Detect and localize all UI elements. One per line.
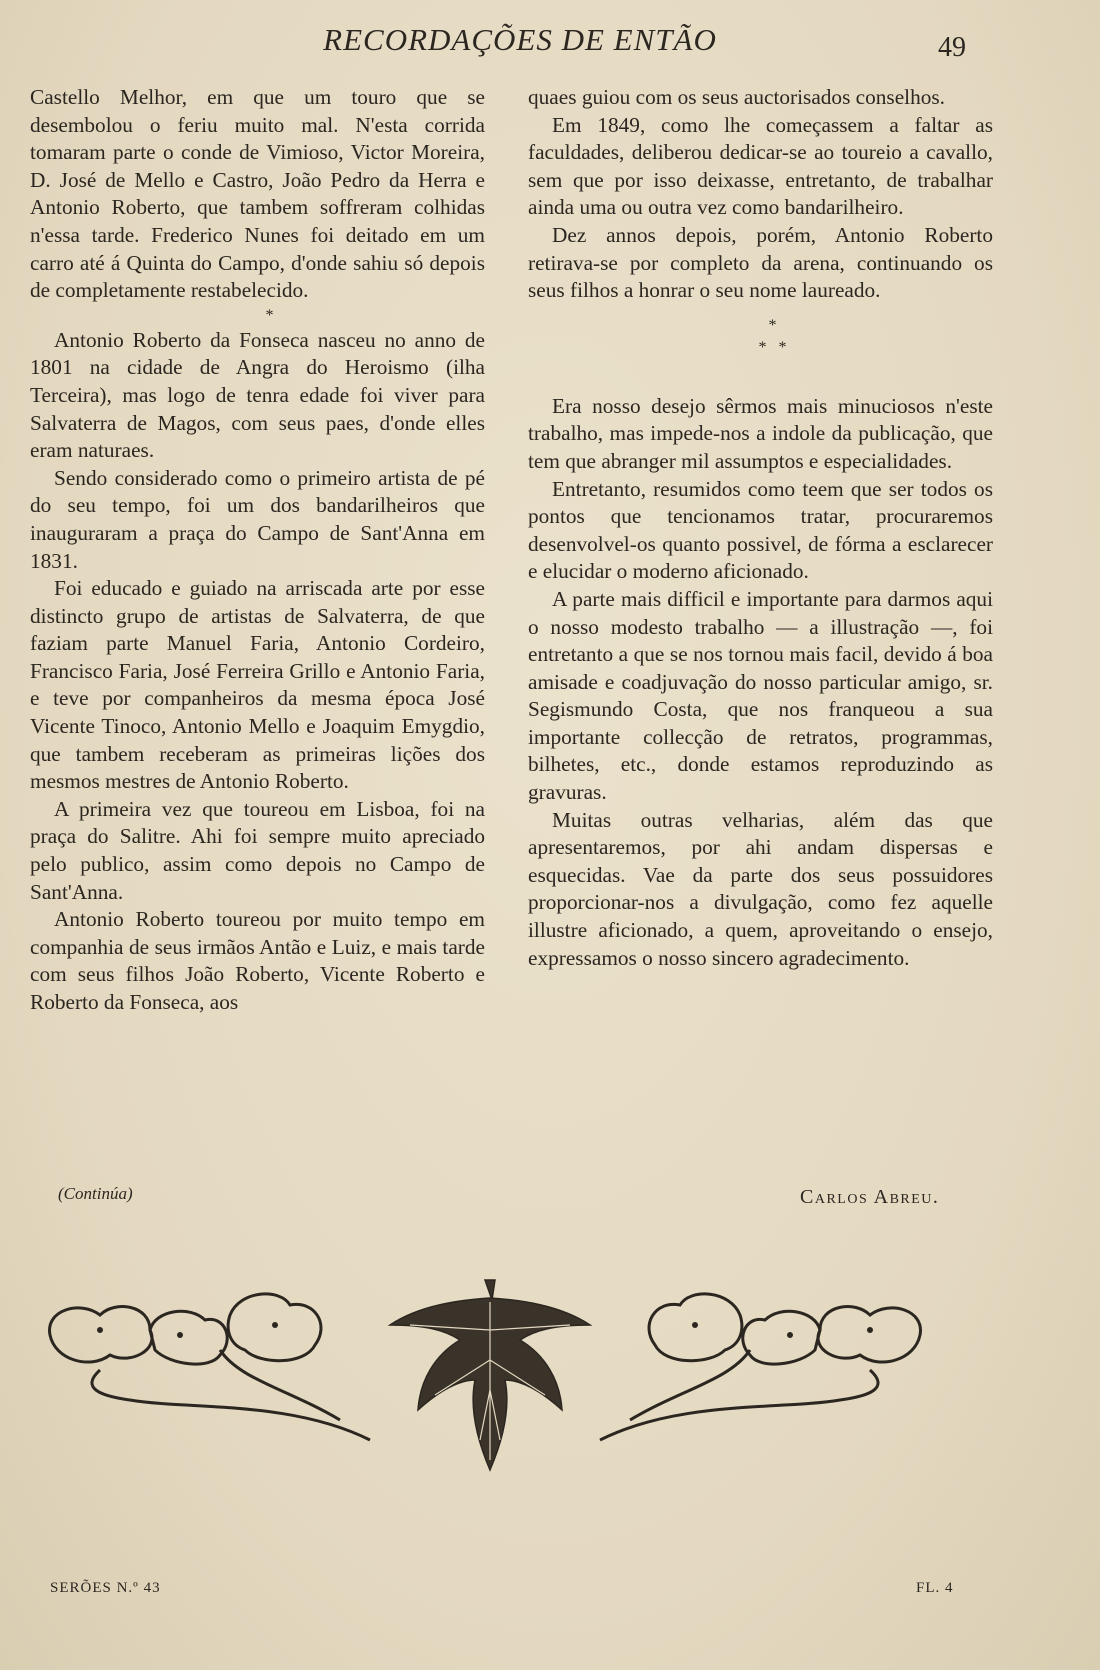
paragraph: quaes guiou com os seus auctorisados conselhos. xyxy=(528,85,945,109)
separator-stars-bottom: * * xyxy=(758,338,787,356)
paragraph: Era nosso desejo sêrmos mais minuciosos n'este trabalho, mas impede-nos a indole da publicação, que tem que abranger mil assumptos e especialidades. xyxy=(528,393,993,473)
separator-star-top: * xyxy=(768,316,777,334)
paragraph: Entretanto, resumidos como teem que ser todos os pontos que tencionamos tratar, procuraremos desenvolvel-os quanto possivel, de fórma a esclarecer e elucidar o moderno aficionado. xyxy=(528,476,993,584)
paragraph: A parte mais difficil e importante para darmos aqui o nosso modesto trabalho — a illustração —, foi entretanto a que se nos tornou mais facil, devido á boa amisade e coadjuvação do nosso particular amigo, sr. Segismundo Costa, que nos franqueou a sua importante collecção de retratos, programmas, bilhetes, etc., donde estamos reproduzindo as gravuras. xyxy=(528,586,993,805)
paragraph: Antonio Roberto da Fonseca nasceu no anno de 1801 na cidade de Angra do Heroismo (ilha Terceira), mas logo de tenra edade foi viver para Salvaterra de Magos, com seus paes, d'onde elles eram naturaes. xyxy=(30,327,485,463)
author-signature: Carlos Abreu. xyxy=(800,1186,940,1208)
page-number: 49 xyxy=(938,32,966,63)
left-column xyxy=(30,84,485,1017)
right-column xyxy=(528,84,993,972)
running-title: RECORDAÇÕES DE ENTÃO xyxy=(323,22,717,57)
floral-ornament-icon xyxy=(40,1270,1000,1480)
section-separator: * xyxy=(265,306,274,324)
continua-note: (Continúa) xyxy=(58,1184,133,1203)
paragraph: A primeira vez que toureou em Lisboa, foi na praça do Salitre. Ahi foi sempre muito apreciado pelo publico, assim como depois no Campo de Sant'Anna. xyxy=(30,796,485,904)
footer-issue: SERÕES N.º 43 xyxy=(50,1580,161,1596)
paragraph: Antonio Roberto toureou por muito tempo em companhia de seus irmãos Antão e Luiz, e mais tarde com seus filhos João Roberto, Vicente Roberto e Roberto da Fonseca, aos xyxy=(30,907,485,1014)
paragraph: Foi educado e guiado na arriscada arte por esse distincto grupo de artistas de Salvaterra, de que faziam parte Manuel Faria, Antonio Cordeiro, Francisco Faria, José Ferreira Grillo e Antonio Faria, e teve por companheiros da mesma época José Vicente Tinoco, Antonio Mello e Joaquim Emygdio, que tambem receberam as primeiras lições dos mesmos mestres de Antonio Roberto. xyxy=(30,576,485,794)
paragraph: Sendo considerado como o primeiro artista de pé do seu tempo, foi um dos bandarilheiros que inauguraram a praça do Campo de Sant'Anna em 1831. xyxy=(30,465,485,573)
paragraph: Em 1849, como lhe começassem a faltar as faculdades, deliberou dedicar-se ao toureio a cavallo, sem que por isso deixasse, entretanto, de trabalhar ainda uma ou outra vez como bandarilheiro. xyxy=(528,112,993,220)
paragraph: Castello Melhor, em que um touro que se desembolou o feriu muito mal. N'esta corrida tomaram parte o conde de Vimioso, Victor Moreira, D. José de Mello e Castro, João Pedro da Herra e Antonio Roberto, que tambem soffreram colhidas n'essa tarde. Frederico Nunes foi deitado em um carro até á Quinta do Campo, d'onde sahiu só depois de completamente restabelecido. xyxy=(30,85,485,303)
footer-sheet: FL. 4 xyxy=(916,1580,954,1596)
paragraph: Muitas outras velharias, além das que apresentaremos, por ahi andam dispersas e esquecidas. Vae da parte dos seus possuidores proporcionar-nos a divulgação, como fez aquelle illustre aficionado, a quem, aproveitando o ensejo, expressamos o nosso sincero agradecimento. xyxy=(528,807,993,970)
section-separator xyxy=(528,315,993,359)
paragraph: Dez annos depois, porém, Antonio Roberto retirava-se por completo da arena, continuando os seus filhos a honrar o seu nome laureado. xyxy=(528,222,993,303)
